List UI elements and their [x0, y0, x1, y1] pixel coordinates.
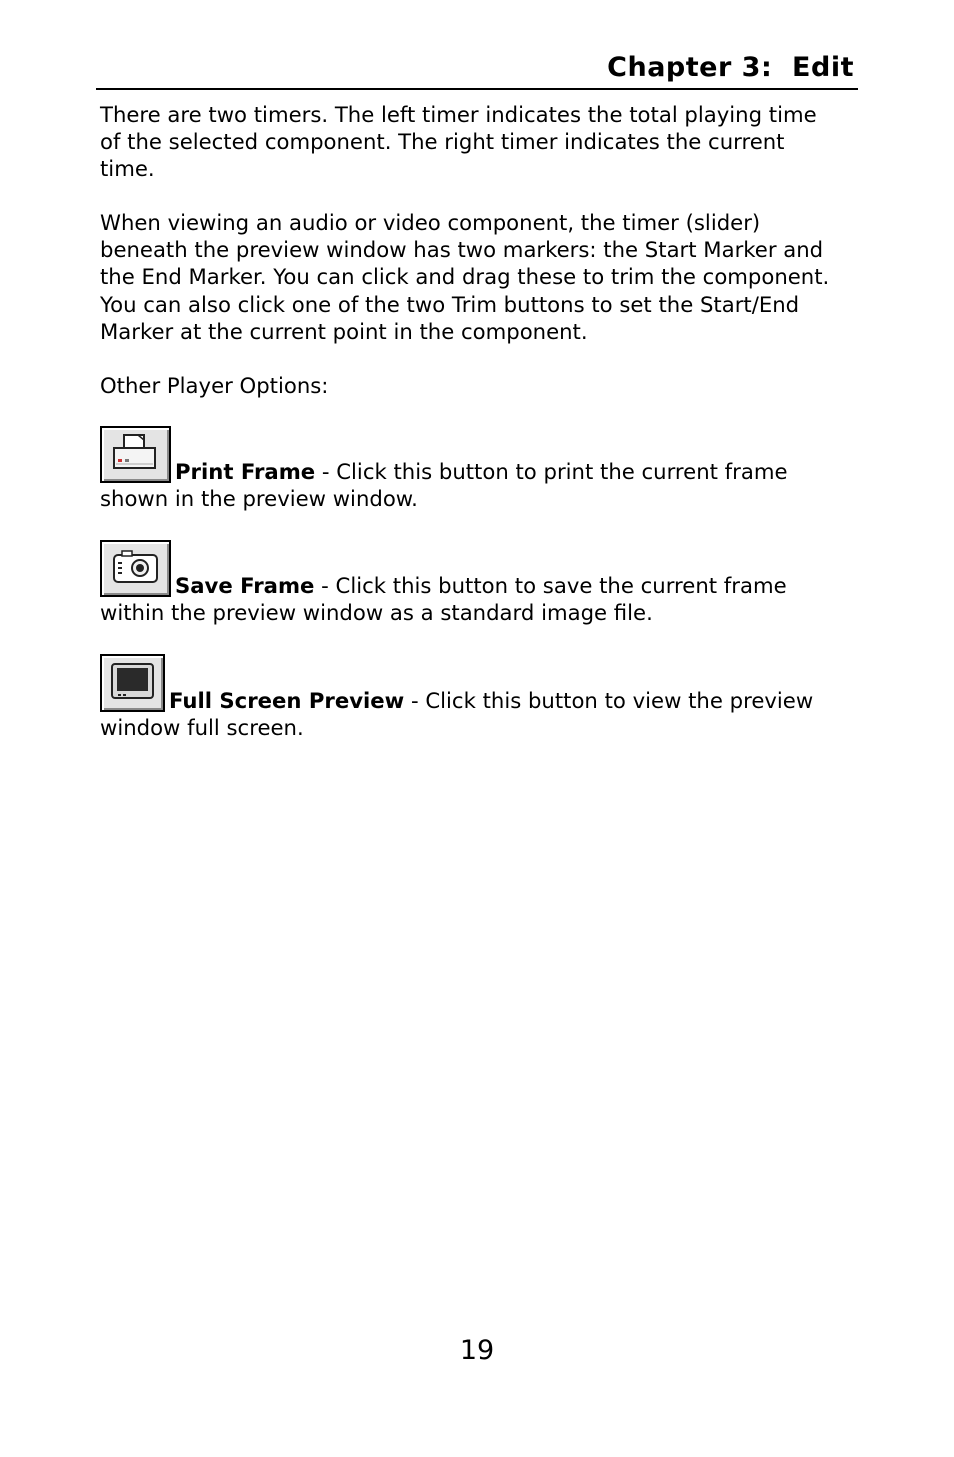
markers-paragraph: When viewing an audio or video component, the timer (slider) beneath the preview window has two markers: the Start Marker and the End Marker. You can click and drag these to trim the component. You can also click one of the two Trim buttons to set the Start/End Marker at the current point in the component.: [100, 210, 830, 344]
printer-icon: [102, 428, 169, 481]
option-print-frame: [100, 426, 840, 512]
print-frame-button[interactable]: [100, 426, 171, 483]
monitor-icon: [102, 656, 163, 710]
full-screen-preview-title: Full Screen Preview: [169, 687, 405, 713]
full-screen-preview-description: - Click this button to view the preview window full screen.: [100, 687, 814, 740]
chapter-title: Chapter 3: Edit: [607, 52, 854, 83]
option-save-frame: [100, 540, 840, 626]
full-screen-preview-button[interactable]: [100, 654, 165, 712]
print-frame-title: Print Frame: [175, 458, 316, 484]
print-frame-description: - Click this button to print the current frame shown in the preview window.: [100, 458, 788, 511]
other-options-heading: Other Player Options:: [100, 373, 329, 398]
page-number: 19: [459, 1335, 495, 1366]
camera-icon: [102, 542, 169, 595]
timers-paragraph: There are two timers. The left timer indicates the total playing time of the selected component. The right timer indicates the current time.: [100, 102, 817, 182]
option-full-screen-preview: [100, 654, 840, 741]
chapter-header: [96, 50, 858, 90]
save-frame-title: Save Frame: [175, 572, 315, 598]
save-frame-description: - Click this button to save the current frame within the preview window as a standard image file.: [100, 572, 787, 625]
save-frame-button[interactable]: [100, 540, 171, 597]
